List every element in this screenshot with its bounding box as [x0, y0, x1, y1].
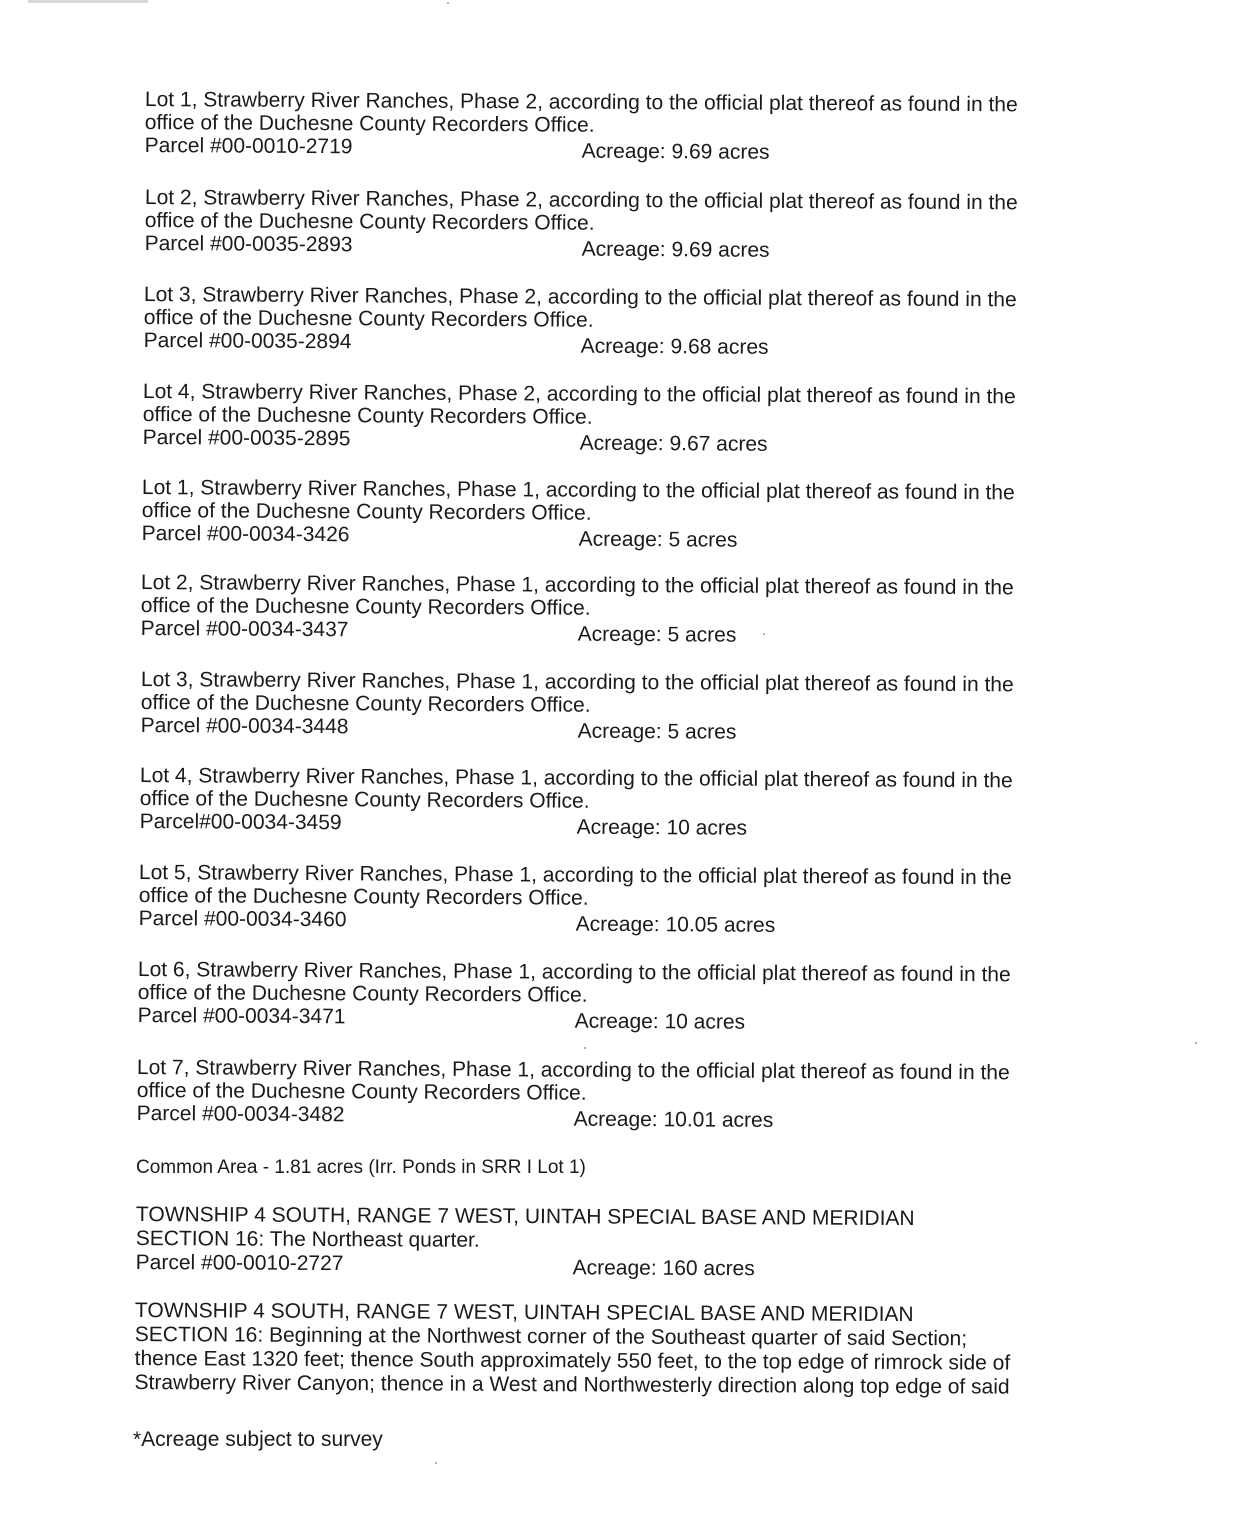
section-description: thence East 1320 feet; thence South approximately 550 feet, to the top edge of rimrock side of — [134, 1346, 1011, 1375]
lot-description-line: office of the Duchesne County Recorders Office. — [136, 1078, 587, 1105]
parcel-row — [136, 1251, 915, 1279]
common-area-note: Common Area - 1.81 acres (Irr. Ponds in SRR I Lot 1) — [136, 1157, 586, 1178]
lot-entry — [140, 764, 1013, 839]
parcel-row — [140, 810, 1013, 839]
parcel-number: Parcel #00-0034-3482 — [136, 1101, 345, 1127]
acreage-value: Acreage: 5 acres — [577, 719, 737, 744]
scan-speck — [584, 1047, 586, 1049]
parcel-number: Parcel #00-0010-2727 — [135, 1250, 344, 1276]
lot-description-line: office of the Duchesne County Recorders Office. — [137, 980, 588, 1007]
lot-description-line: Lot 4, Strawberry River Ranches, Phase 2, according to the official plat thereof as found in the — [142, 380, 1016, 409]
parcel-row — [141, 617, 1014, 646]
township-section — [134, 1299, 1010, 1400]
lot-description-line: office of the Duchesne County Recorders Office. — [144, 110, 595, 137]
parcel-number: Parcel #00-0034-3426 — [141, 521, 350, 547]
acreage-value: Acreage: 9.67 acres — [579, 431, 768, 456]
lot-description-line: Lot 4, Strawberry River Ranches, Phase 1, according to the official plat thereof as found in the — [139, 764, 1013, 793]
lot-description-line: office of the Duchesne County Recorders Office. — [139, 786, 590, 813]
parcel-number: Parcel #00-0034-3437 — [140, 616, 349, 642]
lot-description-line: Lot 6, Strawberry River Ranches, Phase 1, according to the official plat thereof as found in the — [137, 958, 1011, 987]
township-heading: TOWNSHIP 4 SOUTH, RANGE 7 WEST, UINTAH SPECIAL BASE AND MERIDIAN — [134, 1299, 914, 1327]
lot-description-line: Lot 5, Strawberry River Ranches, Phase 1, according to the official plat thereof as found in the — [138, 861, 1012, 890]
acreage-value: Acreage: 160 acres — [572, 1256, 755, 1281]
parcel-row — [141, 714, 1014, 743]
acreage-value: Acreage: 10.01 acres — [573, 1107, 774, 1132]
section-description: SECTION 16: Beginning at the Northwest corner of the Southeast quarter of said Section; — [134, 1322, 968, 1351]
section-description: SECTION 16: The Northeast quarter. — [135, 1226, 480, 1252]
lot-entry — [142, 476, 1015, 551]
lot-entry — [145, 186, 1018, 261]
parcel-row — [137, 1102, 1010, 1131]
lot-entry — [141, 571, 1014, 646]
parcel-row — [142, 522, 1015, 551]
scan-speck — [435, 1462, 437, 1464]
lot-entry — [139, 861, 1012, 936]
lot-description-line: Lot 2, Strawberry River Ranches, Phase 1, according to the official plat thereof as found in the — [140, 571, 1014, 600]
lot-entry — [137, 1056, 1010, 1131]
parcel-number: Parcel #00-0010-2719 — [144, 133, 353, 159]
lot-entry — [143, 380, 1016, 455]
parcel-number: Parcel #00-0034-3448 — [140, 713, 349, 739]
lot-entry — [138, 958, 1011, 1033]
parcel-row — [138, 1004, 1011, 1033]
lot-description-line: office of the Duchesne County Recorders Office. — [142, 402, 593, 429]
parcel-number: Parcel#00-0034-3459 — [139, 809, 342, 835]
scan-speck — [447, 2, 449, 4]
lot-description-line: Lot 1, Strawberry River Ranches, Phase 2, according to the official plat thereof as found in the — [144, 88, 1018, 117]
scan-speck — [1195, 1042, 1197, 1044]
parcel-number: Parcel #00-0035-2895 — [142, 425, 351, 451]
acreage-footnote: *Acreage subject to survey — [133, 1428, 383, 1451]
acreage-value: Acreage: 9.69 acres — [581, 139, 770, 164]
township-section — [136, 1203, 915, 1279]
lot-description-line: office of the Duchesne County Recorders Office. — [140, 690, 591, 717]
lot-description-line: Lot 7, Strawberry River Ranches, Phase 1, according to the official plat thereof as found in the — [136, 1056, 1010, 1085]
parcel-number: Parcel #00-0035-2893 — [144, 231, 353, 257]
lot-description-line: office of the Duchesne County Recorders Office. — [140, 593, 591, 620]
lot-description-line: office of the Duchesne County Recorders Office. — [141, 498, 592, 525]
lot-description-line: Lot 3, Strawberry River Ranches, Phase 2, according to the official plat thereof as found in the — [143, 283, 1017, 312]
parcel-row — [143, 426, 1016, 455]
scan-edge-mark — [28, 0, 148, 3]
acreage-value: Acreage: 10.05 acres — [575, 912, 776, 937]
section-description: Strawberry River Canyon; thence in a West and Northwesterly direction along top edge of said — [134, 1370, 1010, 1399]
acreage-value: Acreage: 5 acres — [577, 622, 737, 647]
lot-description-line: office of the Duchesne County Recorders Office. — [138, 883, 589, 910]
lot-entry — [141, 668, 1014, 743]
acreage-value: Acreage: 5 acres — [578, 527, 738, 552]
scan-speck — [763, 633, 765, 635]
acreage-value: Acreage: 9.68 acres — [580, 334, 769, 359]
parcel-number: Parcel #00-0034-3460 — [138, 906, 347, 932]
parcel-number: Parcel #00-0034-3471 — [137, 1003, 346, 1029]
acreage-value: Acreage: 10 acres — [574, 1009, 746, 1034]
lot-description-line: office of the Duchesne County Recorders Office. — [143, 305, 594, 332]
lot-entry — [145, 88, 1018, 163]
lot-description-line: Lot 2, Strawberry River Ranches, Phase 2, according to the official plat thereof as found in the — [144, 186, 1018, 215]
lot-description-line: office of the Duchesne County Recorders Office. — [144, 208, 595, 235]
parcel-row — [145, 232, 1018, 261]
parcel-row — [139, 907, 1012, 936]
acreage-value: Acreage: 10 acres — [576, 815, 748, 840]
acreage-value: Acreage: 9.69 acres — [581, 237, 770, 262]
parcel-row — [145, 134, 1018, 163]
township-heading: TOWNSHIP 4 SOUTH, RANGE 7 WEST, UINTAH SPECIAL BASE AND MERIDIAN — [135, 1203, 915, 1231]
lot-entry — [144, 283, 1017, 358]
parcel-row — [144, 329, 1017, 358]
parcel-number: Parcel #00-0035-2894 — [143, 328, 352, 354]
lot-description-line: Lot 3, Strawberry River Ranches, Phase 1, according to the official plat thereof as found in the — [140, 668, 1014, 697]
lot-description-line: Lot 1, Strawberry River Ranches, Phase 1, according to the official plat thereof as found in the — [141, 476, 1015, 505]
